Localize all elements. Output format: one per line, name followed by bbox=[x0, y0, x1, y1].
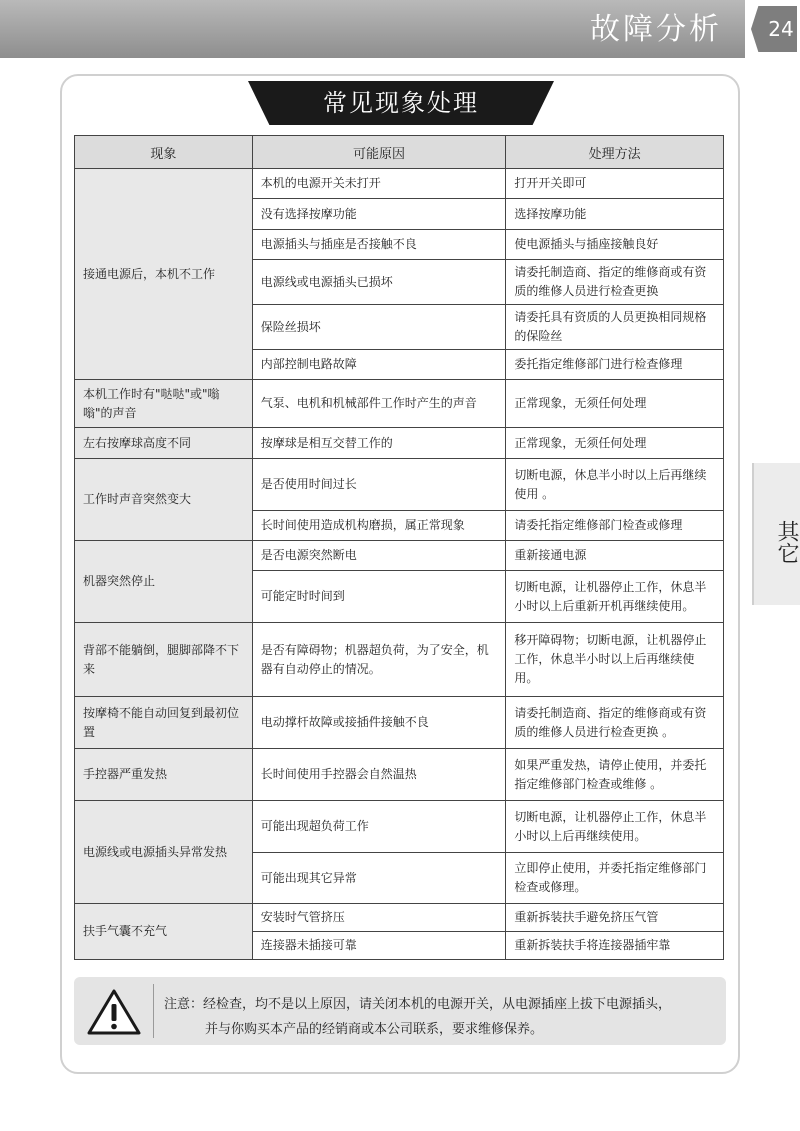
solution-cell: 重新接通电源 bbox=[506, 541, 724, 571]
cause-cell: 气泵、电机和机械部件工作时产生的声音 bbox=[252, 380, 506, 428]
section-title: 常见现象处理 bbox=[323, 89, 479, 117]
column-header-phenomenon: 现象 bbox=[75, 136, 253, 169]
cause-cell: 可能定时时间到 bbox=[252, 571, 506, 623]
table-row bbox=[75, 749, 724, 801]
solution-cell: 请委托具有资质的人员更换相同规格的保险丝 bbox=[506, 305, 724, 350]
phenomenon-cell: 左右按摩球高度不同 bbox=[75, 428, 253, 459]
cause-cell: 本机的电源开关未打开 bbox=[252, 169, 506, 199]
cause-cell: 可能出现其它异常 bbox=[252, 853, 506, 904]
phenomenon-cell: 按摩椅不能自动回复到最初位置 bbox=[75, 697, 253, 749]
cause-cell: 连接器未插接可靠 bbox=[252, 932, 506, 960]
cause-cell: 电源插头与插座是否接触不良 bbox=[252, 230, 506, 260]
table-row bbox=[75, 801, 724, 853]
table-row bbox=[75, 623, 724, 697]
solution-cell: 如果严重发热，请停止使用，并委托指定维修部门检查或维修 。 bbox=[506, 749, 724, 801]
solution-cell: 请委托制造商、指定的维修商或有资质的维修人员进行检查更换 bbox=[506, 260, 724, 305]
cause-cell: 没有选择按摩功能 bbox=[252, 199, 506, 230]
warning-text-line1: 注意：经检查，均不是以上原因，请关闭本机的电源开关，从电源插座上拔下电源插头， bbox=[164, 997, 672, 1012]
table-row bbox=[75, 380, 724, 428]
cause-cell: 可能出现超负荷工作 bbox=[252, 801, 506, 853]
solution-cell: 请委托指定维修部门检查或修理 bbox=[506, 511, 724, 541]
cause-cell: 是否使用时间过长 bbox=[252, 459, 506, 511]
warning-divider bbox=[153, 984, 154, 1038]
cause-cell: 保险丝损坏 bbox=[252, 305, 506, 350]
solution-cell: 选择按摩功能 bbox=[506, 199, 724, 230]
warning-triangle-icon bbox=[86, 988, 142, 1036]
table-row bbox=[75, 169, 724, 199]
solution-cell: 请委托制造商、指定的维修商或有资质的维修人员进行检查更换 。 bbox=[506, 697, 724, 749]
cause-cell: 是否电源突然断电 bbox=[252, 541, 506, 571]
cause-cell: 安装时气管挤压 bbox=[252, 904, 506, 932]
page-title: 故障分析 bbox=[590, 12, 722, 47]
column-header-solution: 处理方法 bbox=[506, 136, 724, 169]
cause-cell: 内部控制电路故障 bbox=[252, 350, 506, 380]
table-row bbox=[75, 697, 724, 749]
page-number: 24 bbox=[768, 17, 794, 41]
solution-cell: 切断电源，让机器停止工作，休息半小时以上后重新开机再继续使用。 bbox=[506, 571, 724, 623]
solution-cell: 切断电源，休息半小时以上后再继续使用 。 bbox=[506, 459, 724, 511]
solution-cell: 切断电源，让机器停止工作，休息半小时以上后再继续使用。 bbox=[506, 801, 724, 853]
solution-cell: 正常现象，无须任何处理 bbox=[506, 428, 724, 459]
solution-cell: 打开开关即可 bbox=[506, 169, 724, 199]
phenomenon-cell: 电源线或电源插头异常发热 bbox=[75, 801, 253, 904]
side-tab-label: 其它 bbox=[774, 520, 799, 564]
troubleshooting-table bbox=[74, 135, 724, 960]
phenomenon-cell: 手控器严重发热 bbox=[75, 749, 253, 801]
table-row bbox=[75, 459, 724, 511]
table-row bbox=[75, 904, 724, 932]
cause-cell: 电源线或电源插头已损坏 bbox=[252, 260, 506, 305]
solution-cell: 正常现象，无须任何处理 bbox=[506, 380, 724, 428]
warning-text-line2: 并与你购买本产品的经销商或本公司联系，要求维修保养。 bbox=[205, 1022, 544, 1037]
phenomenon-cell: 背部不能躺倒，腿脚部降不下来 bbox=[75, 623, 253, 697]
phenomenon-cell: 接通电源后，本机不工作 bbox=[75, 169, 253, 380]
cause-cell: 电动撑杆故障或接插件接触不良 bbox=[252, 697, 506, 749]
cause-cell: 是否有障碍物；机器超负荷，为了安全，机器有自动停止的情况。 bbox=[252, 623, 506, 697]
phenomenon-cell: 机器突然停止 bbox=[75, 541, 253, 623]
solution-cell: 使电源插头与插座接触良好 bbox=[506, 230, 724, 260]
solution-cell: 移开障碍物；切断电源，让机器停止工作，休息半小时以上后再继续使用。 bbox=[506, 623, 724, 697]
solution-cell: 重新拆装扶手将连接器插牢靠 bbox=[506, 932, 724, 960]
cause-cell: 按摩球是相互交替工作的 bbox=[252, 428, 506, 459]
phenomenon-cell: 工作时声音突然变大 bbox=[75, 459, 253, 541]
solution-cell: 立即停止使用，并委托指定维修部门检查或修理。 bbox=[506, 853, 724, 904]
cause-cell: 长时间使用手控器会自然温热 bbox=[252, 749, 506, 801]
table-row bbox=[75, 428, 724, 459]
phenomenon-cell: 本机工作时有"哒哒"或"嗡嗡"的声音 bbox=[75, 380, 253, 428]
solution-cell: 委托指定维修部门进行检查修理 bbox=[506, 350, 724, 380]
cause-cell: 长时间使用造成机构磨损，属正常现象 bbox=[252, 511, 506, 541]
table-row bbox=[75, 541, 724, 571]
column-header-cause: 可能原因 bbox=[252, 136, 506, 169]
solution-cell: 重新拆装扶手避免挤压气管 bbox=[506, 904, 724, 932]
phenomenon-cell: 扶手气囊不充气 bbox=[75, 904, 253, 960]
table-header-row bbox=[75, 136, 724, 169]
